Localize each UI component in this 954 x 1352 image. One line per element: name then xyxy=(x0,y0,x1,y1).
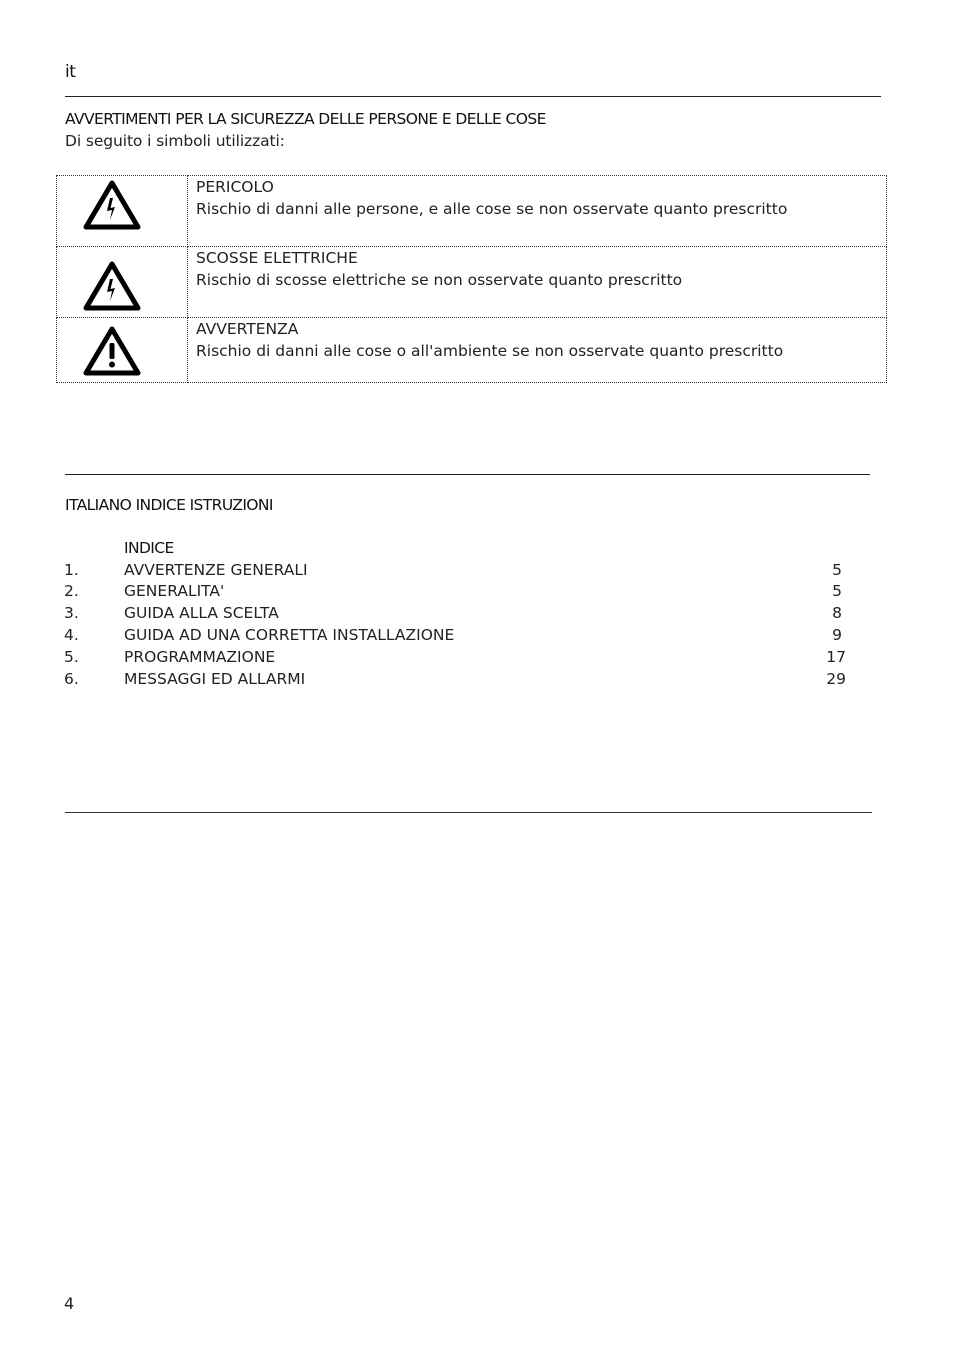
toc-item-label: MESSAGGI ED ALLARMI xyxy=(124,670,306,688)
toc-item-page: 29 xyxy=(826,670,846,688)
lightning-warning-triangle-icon xyxy=(83,180,141,230)
toc-item-label: PROGRAMMAZIONE xyxy=(124,648,276,666)
exclamation-warning-triangle-icon xyxy=(83,326,141,376)
toc-section-title: ITALIANO INDICE ISTRUZIONI xyxy=(65,496,273,514)
toc-item[interactable] xyxy=(64,561,854,583)
symbol-row-avvertenza xyxy=(57,318,887,383)
lightning-warning-triangle-icon xyxy=(83,261,141,311)
symbol-row-scosse-elettriche xyxy=(57,247,887,318)
toc-item-label: GENERALITA' xyxy=(124,582,225,600)
toc-item[interactable] xyxy=(64,626,854,648)
toc-item-page: 17 xyxy=(826,648,846,666)
top-divider xyxy=(65,96,881,97)
toc-item-number: 6. xyxy=(64,670,79,688)
symbol-description: Rischio di danni alle persone, e alle cose se non osservate quanto prescritto xyxy=(196,200,788,218)
toc-item-page: 8 xyxy=(832,604,842,622)
toc-item-page: 5 xyxy=(832,561,842,579)
safety-symbols-table xyxy=(56,175,887,383)
toc-item-number: 2. xyxy=(64,582,79,600)
toc-item-label: AVVERTENZE GENERALI xyxy=(124,561,308,579)
toc-item-number: 3. xyxy=(64,604,79,622)
symbol-row-pericolo xyxy=(57,176,887,247)
toc-item-number: 4. xyxy=(64,626,79,644)
toc-item-label: GUIDA ALLA SCELTA xyxy=(124,604,279,622)
toc-item[interactable] xyxy=(64,670,854,692)
toc-item-number: 1. xyxy=(64,561,79,579)
symbol-description: Rischio di danni alle cose o all'ambiente se non osservate quanto prescritto xyxy=(196,342,784,360)
toc-item-number: 5. xyxy=(64,648,79,666)
toc-item-label: GUIDA AD UNA CORRETTA INSTALLAZIONE xyxy=(124,626,455,644)
symbol-name: PERICOLO xyxy=(196,178,274,196)
toc-item[interactable] xyxy=(64,582,854,604)
toc-top-divider xyxy=(65,474,870,475)
toc-item[interactable] xyxy=(64,648,854,670)
symbol-description: Rischio di scosse elettriche se non osservate quanto prescritto xyxy=(196,271,683,289)
toc-heading: INDICE xyxy=(124,539,174,557)
symbol-name: AVVERTENZA xyxy=(196,320,299,338)
toc-item[interactable] xyxy=(64,604,854,626)
language-code: it xyxy=(65,62,76,82)
toc-item-page: 9 xyxy=(832,626,842,644)
symbol-name: SCOSSE ELETTRICHE xyxy=(196,249,358,267)
safety-intro: Di seguito i simboli utilizzati: xyxy=(65,132,285,150)
toc-bottom-divider xyxy=(65,812,872,813)
toc-item-page: 5 xyxy=(832,582,842,600)
safety-section-title: AVVERTIMENTI PER LA SICUREZZA DELLE PERSONE E DELLE COSE xyxy=(65,110,546,128)
page-number: 4 xyxy=(64,1294,75,1313)
